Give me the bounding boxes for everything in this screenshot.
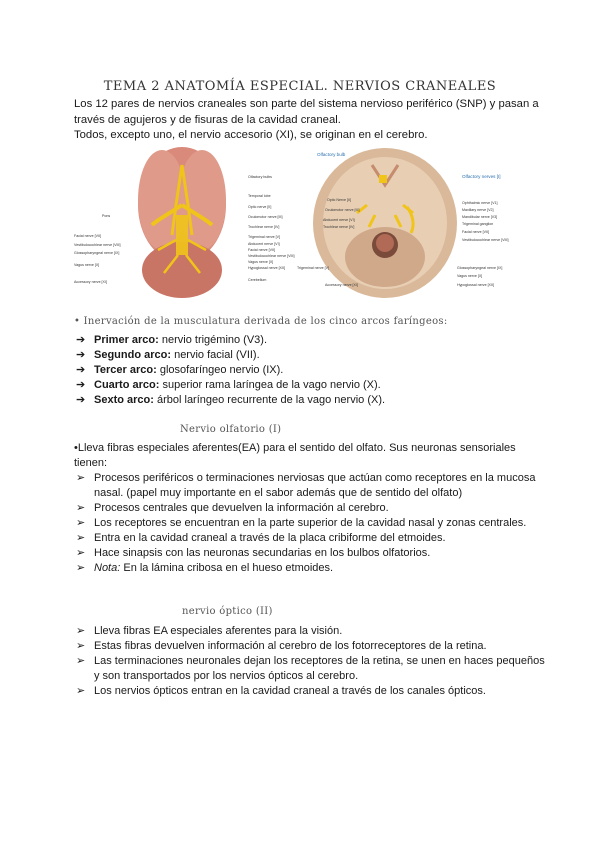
label-trochlear-nerve: Trochlear nerve [IV] (248, 225, 280, 229)
intro-paragraph-1: Los 12 pares de nervios craneales son parte del sistema nervioso periférico (SNP) y pasan a través de agujeros y de fisuras de la cavidad craneal. (74, 98, 539, 126)
olfactory-list (76, 471, 546, 576)
label-glossopharyngeal-skull: Glossopharyngeal nerve [IX] (457, 266, 503, 270)
label-vestibulocochlear-left: Vestibulocochlear nerve [VIII] (74, 243, 121, 247)
pharyngeal-arches-list (76, 333, 546, 408)
olfactory-lead-text: •Lleva fibras especiales aferentes(EA) para el sentido del olfato. Sus neuronas sensoriales tienen: (74, 442, 516, 469)
label-oculomotor-skull: Oculomotor nerve [III] (325, 208, 360, 212)
label-cerebellum: Cerebellum (248, 278, 267, 282)
label-vagus-nerve-left: Vagus nerve [X] (74, 263, 100, 267)
label-accessory-nerve-left: Accessory nerve [XI] (74, 280, 107, 284)
list-item: ➔ Sexto arco: árbol laríngeo recurrente de la vago nervio (X). (76, 394, 386, 406)
label-facial-nerve-skull: Facial nerve [VII] (462, 230, 489, 234)
skull-base-figure (287, 145, 542, 303)
list-item: ➔ Primer arco: nervio trigémino (V3). (76, 334, 268, 346)
list-item: ➢ Procesos periféricos o terminaciones nerviosas que actúan como receptores en la mucosa nasal. (papel muy importante en el sabor además que de sentido del olfato) (76, 472, 536, 499)
label-mandibular-nerve: Mandibular nerve [V3] (462, 215, 498, 219)
list-item: ➢ Los nervios ópticos entran en la cavidad craneal a través de los canales ópticos. (76, 685, 486, 697)
label-pons: Pons (102, 214, 111, 218)
label-vestibulocochlear-right: Vestibulocochlear nerve [VIII] (248, 254, 295, 258)
label-optic-nerve: Optic nerve [II] (248, 205, 272, 209)
label-trigeminal-nerve: Trigeminal nerve [V] (248, 235, 281, 239)
label-facial-nerve-left: Facial nerve [VII] (74, 234, 101, 238)
label-abducent-skull: Abducent nerve [VI] (323, 218, 355, 222)
label-trigeminal-ganglion: Trigeminal ganglion (462, 222, 494, 226)
page-title: TEMA 2 ANATOMÍA ESPECIAL. NERVIOS CRANEALES (103, 79, 497, 94)
list-item: ➔ Segundo arco: nervio facial (VII). (76, 349, 260, 361)
label-trigeminal-skull: Trigeminal nerve [V] (297, 266, 330, 270)
label-glossopharyngeal-left: Glossopharyngeal nerve [IX] (74, 251, 120, 255)
label-vagus-skull: Vagus nerve [X] (457, 274, 483, 278)
label-hypoglossal-nerve: Hypoglossal nerve [XII] (248, 266, 285, 270)
label-olfactory-nerves: Olfactory nerves [I] (462, 174, 501, 179)
label-olfactory-bulb: Olfactory bulb (317, 152, 346, 157)
section-heading-pharyngeal-arches: • Inervación de la musculatura derivada de los cinco arcos faríngeos: (74, 316, 448, 327)
nota-text: En la lámina cribosa en el hueso etmoides. (120, 562, 334, 574)
list-item: ➢ Los receptores se encuentran en la parte superior de la cavidad nasal y zonas centrales. (76, 517, 527, 529)
list-item: ➔ Cuarto arco: superior rama laríngea de la vago nervio (X). (76, 379, 381, 391)
label-vagus-nerve-right: Vagus nerve [X] (248, 260, 274, 264)
list-item: ➢ Procesos centrales que devuelven la información al cerebro. (76, 502, 389, 514)
label-hypoglossal-skull: Hypoglossal nerve [XII] (457, 283, 494, 287)
optic-list (76, 624, 546, 699)
list-item: ➢ Lleva fibras EA especiales aferentes para la visión. (76, 625, 343, 637)
label-trochlear-skull: Trochlear nerve [IV] (323, 225, 355, 229)
intro-paragraph-2: Todos, excepto uno, el nervio accesorio (XI), se originan en el cerebro. (74, 129, 428, 141)
cranial-nerves-figures (72, 145, 542, 305)
label-vestibulocochlear-skull: Vestibulocochlear nerve [VIII] (462, 238, 509, 242)
skull-illustration (287, 145, 542, 303)
list-item: ➢ Entra en la cavidad craneal a través de la placa cribiforme del etmoides. (76, 532, 446, 544)
list-item-nota: ➢ Nota: En la lámina cribosa en el hueso etmoides. (76, 562, 334, 574)
label-temporal-lobe: Temporal lobe (248, 194, 271, 198)
label-olfactory-bulbs: Olfactory bulbs (248, 175, 272, 179)
intro-text (74, 97, 544, 144)
label-accessory-skull: Accessory nerve [XI] (325, 283, 358, 287)
section-heading-optic: nervio óptico (II) (182, 606, 273, 617)
label-abducent-nerve: Abducent nerve [VI] (248, 242, 280, 246)
list-item: ➢ Estas fibras devuelven información al cerebro de los fotorreceptores de la retina. (76, 640, 487, 652)
list-item: ➔ Tercer arco: glosofaríngeo nervio (IX). (76, 364, 284, 376)
list-item: ➢ Hace sinapsis con las neuronas secundarias en los bulbos olfatorios. (76, 547, 431, 559)
list-item: ➢ Las terminaciones neuronales dejan los receptores de la retina, se unen en haces pequeños y son transportados por los nervios ópticos al cerebro. (76, 655, 545, 682)
label-oculomotor-nerve: Oculomotor nerve [III] (248, 215, 283, 219)
brain-inferior-view-figure (72, 145, 302, 303)
label-facial-nerve-right: Facial nerve [VII] (248, 248, 275, 252)
label-maxillary-nerve: Maxillary nerve [V2] (462, 208, 494, 212)
label-ophthalmic-nerve: Ophthalmic nerve [V1] (462, 201, 498, 205)
nota-label: Nota: (94, 562, 121, 574)
section-heading-olfactory: Nervio olfatorio (I) (180, 424, 282, 435)
label-optic-nerve-skull: Optic Nerve [II] (327, 198, 351, 202)
